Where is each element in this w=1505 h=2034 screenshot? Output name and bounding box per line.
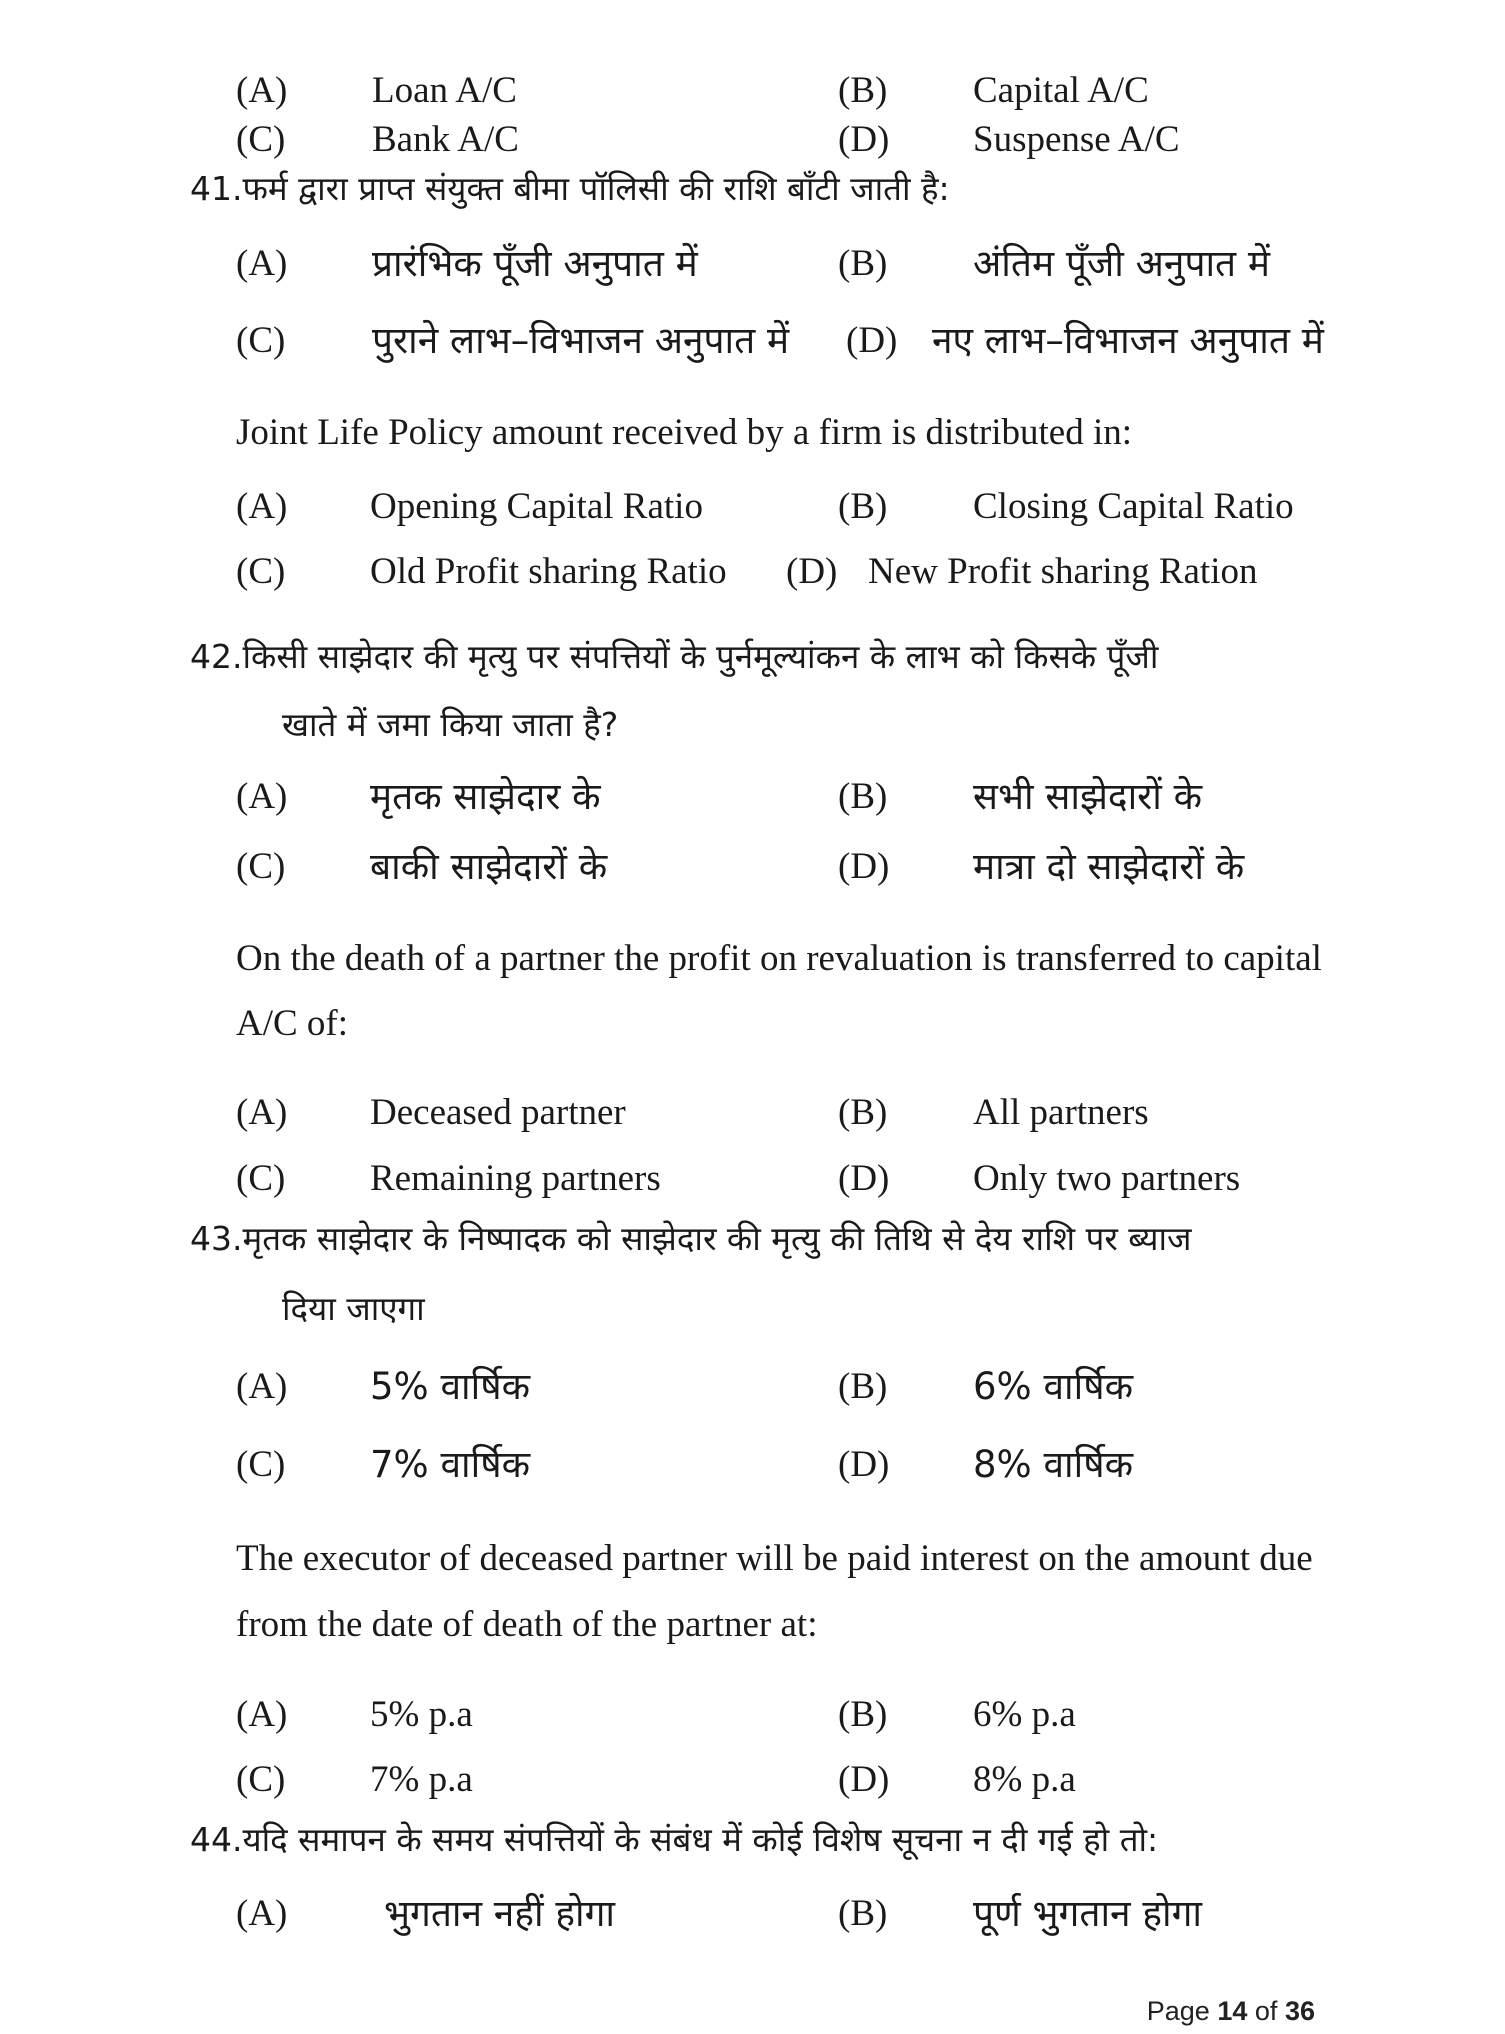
option-label: (A)	[236, 486, 288, 527]
option-text: अंतिम पूँजी अनुपात में	[973, 242, 1271, 285]
of-word: of	[1254, 1996, 1278, 2026]
option-label: (A)	[236, 1893, 288, 1934]
option-text: Old Profit sharing Ratio	[370, 551, 727, 592]
option-text: Only two partners	[973, 1158, 1241, 1199]
option-text: 6% p.a	[973, 1694, 1076, 1735]
option-text: पुराने लाभ–विभाजन अनुपात में	[372, 319, 790, 362]
option-text: Suspense A/C	[973, 119, 1180, 160]
question-41-hindi: 41.फर्म द्वारा प्राप्त संयुक्त बीमा पॉलिसी की राशि बाँटी जाती है:	[190, 169, 950, 208]
option-label: (B)	[838, 1694, 888, 1735]
option-text: मृतक साझेदार के	[370, 775, 601, 818]
option-text: 8% वार्षिक	[973, 1443, 1133, 1486]
option-label: (C)	[236, 1158, 286, 1199]
option-text: 8% p.a	[973, 1759, 1076, 1800]
option-text: Deceased partner	[370, 1092, 626, 1133]
option-text: New Profit sharing Ration	[868, 551, 1258, 592]
option-label: (D)	[846, 320, 898, 361]
option-text: Loan A/C	[372, 70, 517, 111]
question-42-english-line1: On the death of a partner the profit on revaluation is transferred to capital	[236, 938, 1322, 979]
option-label: (C)	[236, 320, 286, 361]
option-text: 7% वार्षिक	[370, 1443, 530, 1486]
option-label: (D)	[838, 1158, 890, 1199]
question-42-hindi-line1: 42.किसी साझेदार की मृत्यु पर संपत्तियों के पुर्नमूल्यांकन के लाभ को किसके पूँजी	[190, 637, 1159, 676]
current-page: 14	[1217, 1996, 1248, 2026]
option-label: (B)	[838, 1092, 888, 1133]
option-label: (A)	[236, 243, 288, 284]
question-41-english: Joint Life Policy amount received by a firm is distributed in:	[236, 412, 1133, 453]
option-text: 5% p.a	[370, 1694, 473, 1735]
option-text: सभी साझेदारों के	[973, 775, 1203, 818]
option-label: (A)	[236, 776, 288, 817]
option-text: Closing Capital Ratio	[973, 486, 1294, 527]
option-label: (A)	[236, 1694, 288, 1735]
option-label: (B)	[838, 1893, 888, 1934]
option-label: (C)	[236, 1444, 286, 1485]
option-text: Opening Capital Ratio	[370, 486, 703, 527]
option-label: (D)	[838, 1759, 890, 1800]
option-text: भुगतान नहीं होगा	[384, 1892, 615, 1935]
question-42-english-line2: A/C of:	[236, 1003, 349, 1044]
option-text: Remaining partners	[370, 1158, 661, 1199]
option-text: नए लाभ–विभाजन अनुपात में	[932, 319, 1324, 362]
option-label: (A)	[236, 1092, 288, 1133]
option-label: (D)	[838, 1444, 890, 1485]
page-number	[1147, 1996, 1315, 2027]
total-pages: 36	[1284, 1996, 1315, 2026]
option-label: (D)	[838, 846, 890, 887]
option-label: (D)	[838, 119, 890, 160]
option-label: (B)	[838, 776, 888, 817]
option-label: (C)	[236, 1759, 286, 1800]
option-label: (D)	[786, 551, 838, 592]
question-43-english-line1: The executor of deceased partner will be paid interest on the amount due	[236, 1538, 1313, 1579]
option-label: (A)	[236, 1366, 288, 1407]
question-43-english-line2: from the date of death of the partner at:	[236, 1604, 818, 1645]
option-label: (B)	[838, 243, 888, 284]
option-label: (B)	[838, 486, 888, 527]
option-label: (C)	[236, 119, 286, 160]
option-label: (C)	[236, 846, 286, 887]
option-text: प्रारंभिक पूँजी अनुपात में	[372, 242, 698, 285]
option-label: (B)	[838, 1366, 888, 1407]
page-word: Page	[1146, 1996, 1210, 2026]
question-43-hindi-line1: 43.मृतक साझेदार के निष्पादक को साझेदार की मृत्यु की तिथि से देय राशि पर ब्याज	[190, 1219, 1192, 1258]
option-text: All partners	[973, 1092, 1149, 1133]
option-label: (C)	[236, 551, 286, 592]
option-text: Capital A/C	[973, 70, 1149, 111]
option-text: Bank A/C	[372, 119, 519, 160]
option-text: 6% वार्षिक	[973, 1365, 1133, 1408]
question-43-hindi-line2: दिया जाएगा	[282, 1289, 425, 1328]
question-44-hindi: 44.यदि समापन के समय संपत्तियों के संबंध में कोई विशेष सूचना न दी गई हो तो:	[190, 1820, 1159, 1859]
option-text: बाकी साझेदारों के	[370, 845, 608, 888]
option-text: 7% p.a	[370, 1759, 473, 1800]
option-label: (A)	[236, 70, 288, 111]
question-42-hindi-line2: खाते में जमा किया जाता है?	[282, 705, 619, 744]
option-text: मात्रा दो साझेदारों के	[973, 845, 1245, 888]
option-label: (B)	[838, 70, 888, 111]
option-text: पूर्ण भुगतान होगा	[973, 1892, 1202, 1935]
option-text: 5% वार्षिक	[370, 1365, 530, 1408]
